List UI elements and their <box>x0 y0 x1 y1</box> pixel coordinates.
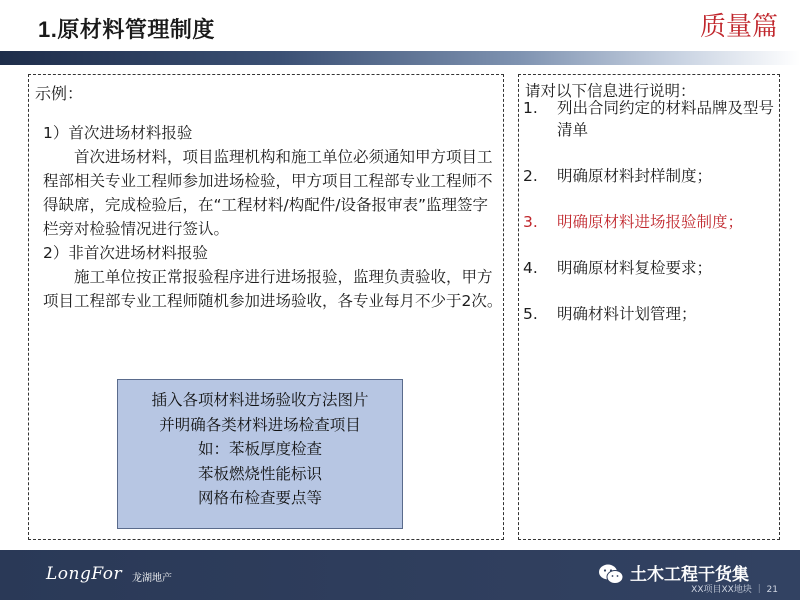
list-number: 5. <box>523 305 538 323</box>
list-item-sample-sealing <box>523 165 779 187</box>
list-text: 明确原材料复检要求； <box>557 259 713 277</box>
placeholder-line: 插入各项材料进场验收方法图片 <box>151 391 369 409</box>
company-logo-cn: 龙湖地产 <box>132 573 172 584</box>
list-number: 3. <box>523 213 538 231</box>
list-text: 明确原材料进场报验制度； <box>557 213 744 231</box>
footer-bar <box>0 550 800 600</box>
example-content <box>43 121 503 313</box>
section-tag: 质量篇 <box>699 12 778 42</box>
instructions-panel <box>518 74 780 540</box>
example-label: 示例： <box>35 84 84 103</box>
item-heading-first-entry: 1）首次进场材料报验 <box>43 124 193 142</box>
item-body-first-entry: 首次进场材料，项目监理机构和施工单位必须通知甲方项目工程部相关专业工程师参加进场检验，甲方项目工程部专业工程师不得缺席，完成检验后，在“工程材料/构配件/设备报审表”监理签字栏旁对检验情况进行签认。 <box>43 148 493 238</box>
list-text: 列出合同约定的材料品牌及型号清单 <box>557 99 775 139</box>
item-body-subsequent-entry: 施工单位按正常报验程序进行进场报验，监理负责验收，甲方项目工程部专业工程师随机参加进场验收，各专业每月不少于2次。 <box>43 268 503 310</box>
list-number: 1. <box>523 99 538 117</box>
page-reference: XX项目XX地块 ｜ 21 <box>691 585 778 595</box>
list-item-entry-inspection <box>523 211 779 233</box>
company-logo: LongFor <box>46 564 123 584</box>
placeholder-line: 并明确各类材料进场检查项目 <box>159 415 361 434</box>
placeholder-line: 网格布检查要点等 <box>197 489 322 507</box>
instructions-intro: 请对以下信息进行说明： <box>525 82 696 100</box>
list-number: 4. <box>523 259 538 277</box>
channel-name: 土木工程干货集 <box>630 565 749 585</box>
list-text: 明确材料计划管理； <box>557 305 697 323</box>
item-heading-subsequent-entry: 2）非首次进场材料报验 <box>43 244 208 262</box>
placeholder-line: 苯板燃烧性能标识 <box>197 464 322 483</box>
list-item-retest <box>523 257 779 279</box>
header <box>0 0 800 62</box>
wechat-icon <box>598 562 624 586</box>
image-placeholder-box <box>117 379 403 529</box>
list-item-material-plan <box>523 303 779 325</box>
example-panel <box>28 74 504 540</box>
header-divider <box>0 51 800 65</box>
list-text: 明确原材料封样制度； <box>557 167 713 185</box>
list-item-brand-list <box>523 97 779 139</box>
placeholder-line: 如：苯板厚度检查 <box>197 440 322 458</box>
list-number: 2. <box>523 167 538 185</box>
page-title: 1.原材料管理制度 <box>38 17 215 42</box>
